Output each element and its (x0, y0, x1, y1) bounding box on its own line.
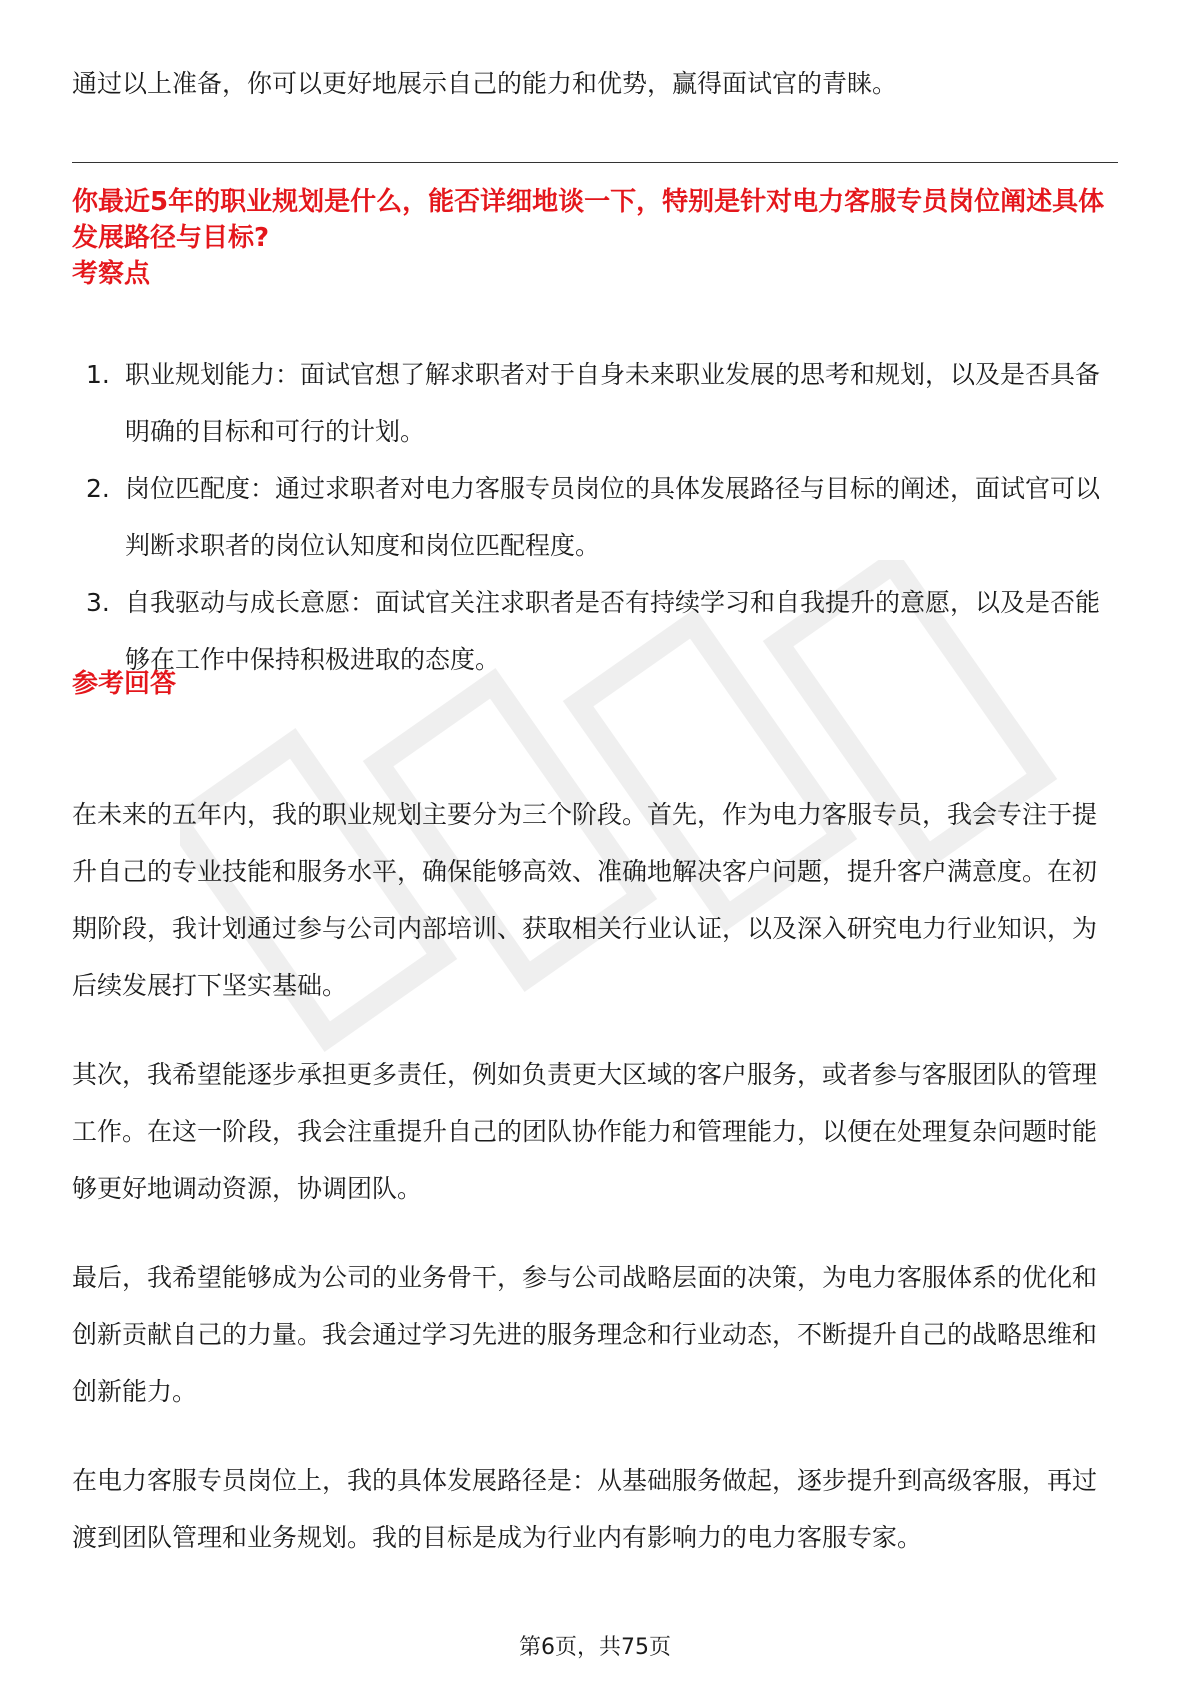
exam-point-item (72, 346, 1118, 460)
page-footer: 第6页，共75页 (519, 1635, 671, 1660)
exam-point-text: 自我驱动与成长意愿：面试官关注求职者是否有持续学习和自我提升的意愿，以及是否能够在工作中保持积极进取的态度。 (125, 588, 1101, 674)
section-divider (72, 162, 1118, 163)
answer-paragraph: 其次，我希望能逐步承担更多责任，例如负责更大区域的客户服务，或者参与客服团队的管理工作。在这一阶段，我会注重提升自己的团队协作能力和管理能力，以便在处理复杂问题时能够更好地调动资源，协调团队。 (72, 1060, 1098, 1203)
exam-point-text: 职业规划能力：面试官想了解求职者对于自身未来职业发展的思考和规划，以及是否具备明确的目标和可行的计划。 (125, 360, 1101, 446)
exam-point-item (72, 460, 1118, 574)
answer-heading: 参考回答 (72, 669, 177, 699)
answer-paragraph: 在电力客服专员岗位上，我的具体发展路径是：从基础服务做起，逐步提升到高级客服，再过渡到团队管理和业务规划。我的目标是成为行业内有影响力的电力客服专家。 (72, 1466, 1098, 1552)
exam-point-item (72, 574, 1118, 688)
answer-body (72, 786, 1118, 1598)
exam-points-heading: 考察点 (72, 259, 151, 289)
answer-paragraph: 最后，我希望能够成为公司的业务骨干，参与公司战略层面的决策，为电力客服体系的优化和创新贡献自己的力量。我会通过学习先进的服务理念和行业动态，不断提升自己的战略思维和创新能力。 (72, 1263, 1098, 1406)
list-number: 1. (86, 360, 110, 389)
exam-point-text: 岗位匹配度：通过求职者对电力客服专员岗位的具体发展路径与目标的阐述，面试官可以判断求职者的岗位认知度和岗位匹配程度。 (125, 474, 1101, 560)
list-number: 3. (86, 588, 110, 617)
list-number: 2. (86, 474, 110, 503)
answer-paragraph: 在未来的五年内，我的职业规划主要分为三个阶段。首先，作为电力客服专员，我会专注于提升自己的专业技能和服务水平，确保能够高效、准确地解决客户问题，提升客户满意度。在初期阶段，我计划通过参与公司内部培训、获取相关行业认证，以及深入研究电力行业知识，为后续发展打下坚实基础。 (72, 800, 1098, 1000)
exam-points-list (72, 346, 1118, 688)
interview-question: 你最近5年的职业规划是什么，能否详细地谈一下，特别是针对电力客服专员岗位阐述具体发展路径与目标? (72, 187, 1105, 253)
intro-paragraph: 通过以上准备，你可以更好地展示自己的能力和优势，赢得面试官的青睐。 (72, 69, 898, 98)
